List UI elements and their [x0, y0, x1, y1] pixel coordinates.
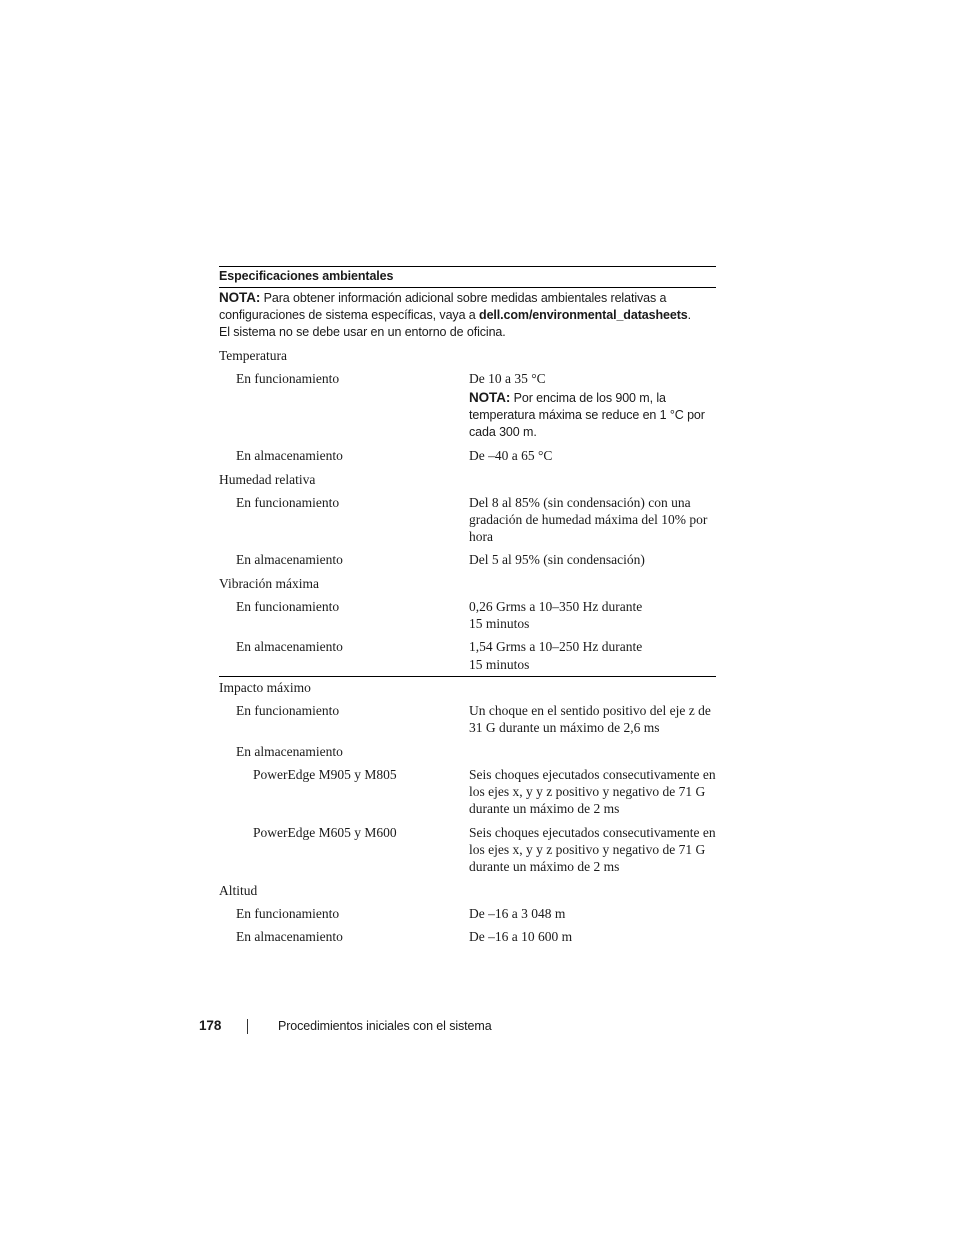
page-number: 178: [199, 1018, 222, 1033]
section-vibracion: Vibración máxima: [219, 575, 320, 591]
row-label: PowerEdge M605 y M600: [253, 824, 397, 840]
row-value: Del 8 al 85% (sin condensación) con una gradación de humedad máxima del 10% por hora: [469, 494, 708, 545]
note-text: Para obtener información adicional sobre medidas ambientales relativas a configuraciones de sistema específicas, vaya a: [219, 291, 667, 322]
spec-row: [219, 760, 716, 818]
row-label: En almacenamiento: [236, 639, 343, 655]
row-label: En funcionamiento: [236, 494, 340, 510]
spec-row: [219, 818, 716, 876]
row-label: En almacenamiento: [236, 743, 343, 759]
temp-operating-value: De 10 a 35 °C: [469, 371, 546, 386]
footer-separator: [247, 1019, 248, 1034]
footer-title: Procedimientos iniciales con el sistema: [278, 1019, 492, 1033]
vib-operating-line2: 15 minutos: [469, 616, 530, 632]
vib-operating-line1: 0,26 Grms a 10–350 Hz durante: [469, 598, 643, 614]
spec-row: [219, 899, 716, 922]
row-value: Un choque en el sentido positivo del eje z de 31 G durante un máximo de 2,6 ms: [469, 702, 711, 736]
row-value: De –40 a 65 °C: [469, 448, 553, 464]
section-temperatura: Temperatura: [219, 348, 288, 363]
row-value: [469, 743, 716, 760]
section-impacto: Impacto máximo: [219, 679, 311, 695]
spec-row: [219, 488, 716, 546]
note-block: [219, 288, 716, 341]
row-value: Seis choques ejecutados consecutivamente en los ejes x, y y z positivo y negativo de 71 G durante un máximo de 2 ms: [469, 766, 716, 817]
environmental-spec-table: [219, 266, 716, 945]
spec-row: [219, 545, 716, 568]
row-label: PowerEdge M905 y M805: [253, 766, 397, 782]
section-humedad: Humedad relativa: [219, 471, 316, 487]
vib-storage-line2: 15 minutos: [469, 656, 530, 672]
row-label: En funcionamiento: [236, 702, 340, 718]
temp-note-text: Por encima de los 900 m, la temperatura máxima se reduce en 1 °C por cada 300 m.: [469, 391, 705, 440]
note-link: dell.com/environmental_datasheets: [479, 308, 688, 322]
temp-note-label: NOTA:: [469, 390, 511, 406]
row-value: De –16 a 3 048 m: [469, 905, 566, 921]
row-label: En almacenamiento: [236, 552, 343, 568]
section-altitud: Altitud: [219, 882, 258, 898]
vib-storage-line1: 1,54 Grms a 10–250 Hz durante: [469, 639, 643, 655]
row-value: Seis choques ejecutados consecutivamente en los ejes x, y y z positivo y negativo de 71 G durante un máximo de 2 ms: [469, 824, 716, 875]
row-label: En funcionamiento: [236, 905, 340, 921]
spec-row: [219, 364, 716, 441]
spec-row: [219, 632, 716, 676]
note-text-end: .: [687, 308, 691, 322]
table-title: Especificaciones ambientales: [219, 269, 394, 283]
spec-row: [219, 696, 716, 737]
row-label: En almacenamiento: [236, 928, 343, 944]
note-label: NOTA:: [219, 290, 261, 305]
temp-note: [469, 389, 716, 441]
row-value: De –16 a 10 600 m: [469, 928, 573, 944]
row-label: En almacenamiento: [236, 448, 343, 464]
spec-row: [219, 441, 716, 464]
note-office-text: El sistema no se debe usar en un entorno de oficina.: [219, 325, 506, 339]
row-label: En funcionamiento: [236, 371, 340, 386]
row-value: [469, 370, 716, 441]
row-label: En funcionamiento: [236, 598, 340, 614]
spec-row: [219, 922, 716, 945]
row-value: [469, 598, 716, 633]
spec-row: [219, 592, 716, 633]
row-value: [469, 638, 716, 673]
spec-row: [219, 737, 716, 760]
row-value: Del 5 al 95% (sin condensación): [469, 552, 645, 568]
